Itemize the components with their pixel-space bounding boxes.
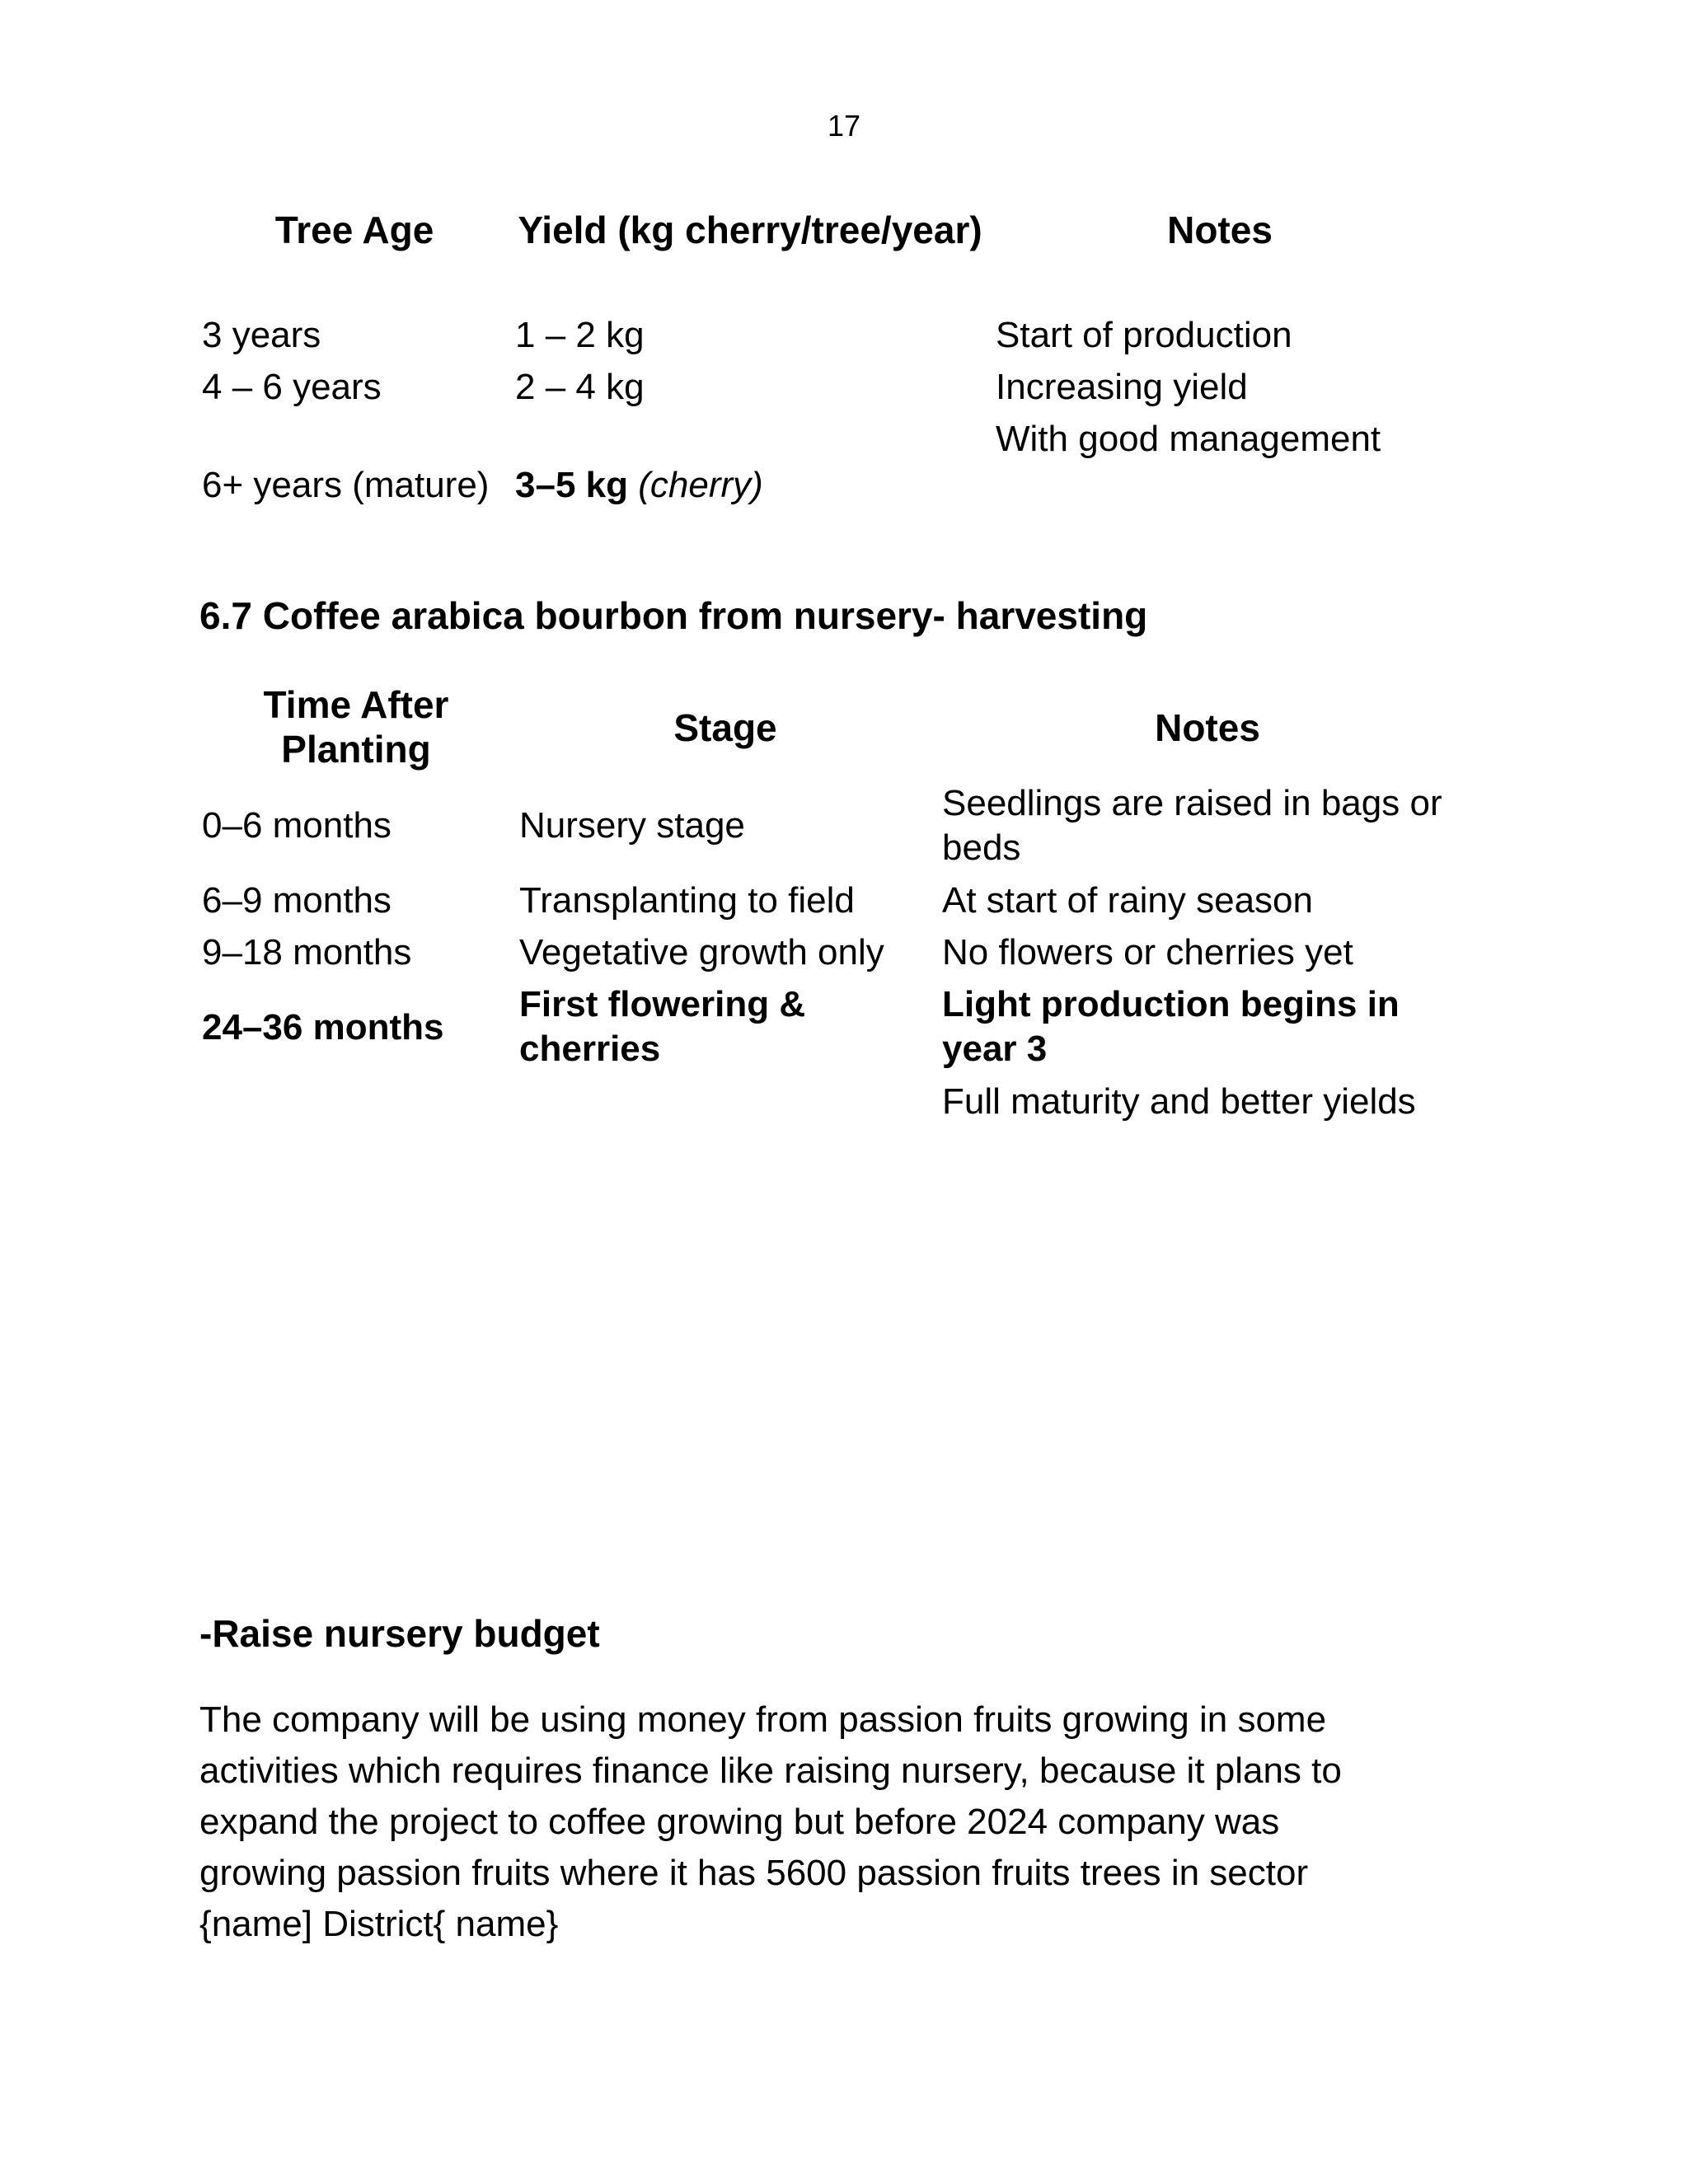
budget-heading: -Raise nursery budget [199, 1612, 600, 1655]
yield-row-2-yield: 2 – 4 kg [515, 367, 645, 407]
harvest-row-4-time: 24–36 months [202, 1007, 444, 1047]
harvest-row-2-notes: At start of rainy season [942, 880, 1313, 921]
harvest-table-header-notes: Notes [1155, 706, 1260, 749]
yield-row-3-age: 6+ years (mature) [202, 465, 490, 505]
yield-table-header-age: Tree Age [274, 209, 434, 251]
budget-paragraph-line-4: growing passion fruits where it has 5600 passion fruits trees in sector [199, 1853, 1309, 1893]
yield-row-3-yield [515, 463, 763, 508]
harvest-table-header-stage: Stage [673, 706, 777, 749]
yield-table-header-yield: Yield (kg cherry/tree/year) [518, 209, 982, 251]
harvest-row-5-notes: Full maturity and better yields [942, 1081, 1416, 1122]
yield-row-2-notes: Increasing yield [996, 367, 1248, 407]
harvest-row-4-notes: Light production begins in year 3 [942, 984, 1400, 1069]
harvest-row-1-stage: Nursery stage [519, 805, 745, 846]
yield-row-3-yield-value: 3–5 kg [515, 465, 628, 505]
yield-row-1-yield: 1 – 2 kg [515, 315, 645, 355]
section-heading: 6.7 Coffee arabica bourbon from nursery- harvesting [199, 594, 1148, 637]
harvest-row-2-time: 6–9 months [202, 880, 392, 921]
page-number: 17 [827, 109, 861, 143]
yield-table-header-notes: Notes [1167, 209, 1273, 251]
yield-row-1-age: 3 years [202, 315, 321, 355]
harvest-row-1-time: 0–6 months [202, 805, 392, 846]
budget-paragraph-line-3: expand the project to coffee growing but before 2024 company was [199, 1802, 1280, 1842]
budget-paragraph [199, 1694, 1485, 1950]
harvest-row-4-stage: First flowering & cherries [519, 984, 806, 1069]
budget-paragraph-line-5: {name] District{ name} [199, 1904, 559, 1944]
yield-row-1-notes: Start of production [996, 315, 1292, 355]
harvest-row-3-notes: No flowers or cherries yet [942, 932, 1353, 972]
yield-row-3-yield-unit: (cherry) [638, 465, 763, 505]
budget-paragraph-line-2: activities which requires finance like raising nursery, because it plans to [199, 1750, 1342, 1791]
yield-row-2-age: 4 – 6 years [202, 367, 382, 407]
harvest-row-2-stage: Transplanting to field [519, 880, 855, 921]
budget-paragraph-line-1: The company will be using money from passion fruits growing in some [199, 1699, 1327, 1740]
harvest-row-1-notes: Seedlings are raised in bags or beds [942, 783, 1442, 868]
harvest-row-3-stage: Vegetative growth only [519, 932, 884, 972]
yield-row-3-notes: With good management [996, 419, 1381, 459]
harvest-row-3-time: 9–18 months [202, 932, 412, 972]
harvest-table-header-time: Time After Planting [263, 683, 449, 771]
